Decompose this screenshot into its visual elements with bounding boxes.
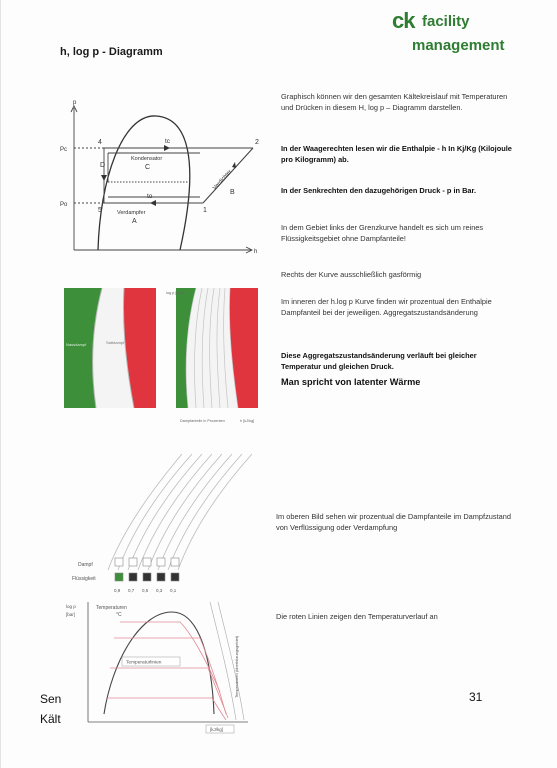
point-2-label: 2 [255, 139, 259, 146]
letter-d: D [100, 162, 106, 169]
dampf-label: Dampf [78, 562, 93, 568]
paragraph-intro: Graphisch können wir den gesamten Kältekreislauf mit Temperaturen und Drücken in diesem H, log p – Diagramm darstellen. [281, 92, 508, 112]
temperaturen-label: Temperaturen [96, 605, 127, 611]
footer-text [40, 689, 61, 729]
temperaturlinien-label: Temperaturlinien [126, 660, 162, 666]
point-1-label: 1 [203, 207, 207, 214]
point-5-label: 5 [98, 207, 102, 214]
page-number: 31 [469, 690, 483, 704]
latent-heat-heading: Man spricht von latenter Wärme [281, 377, 421, 387]
company-logo [392, 8, 512, 60]
log-p-axis-label: log p [bar] [166, 291, 183, 295]
footer-line-1: Sen [40, 692, 62, 706]
paragraph-fluessigkeitsgebiet: In dem Gebiet links der Grenzkurve handelt es sich um reines Flüssigkeitsgebiet ohne Dampfanteile! [281, 223, 484, 243]
paragraph-dampfanteil: Im inneren der h.log p Kurve finden wir prozentual den Enthalpie Dampfanteil bei der jeweiligen. Aggregatszustandsänderung [281, 297, 492, 317]
hlogp-cycle-diagram [60, 100, 260, 265]
fraction-label: 0,3 [156, 588, 163, 593]
left-region-label: Nassdampf [66, 342, 87, 347]
axis-p-label: p [73, 100, 77, 106]
logo-ck-text: ck [392, 8, 415, 33]
paragraph-dampfanteile: Im oberen Bild sehen wir prozentual die Dampfanteile im Dampfzustand von Verflüssigung oder Verdampfung [276, 512, 511, 532]
fraction-label: 0,7 [128, 588, 135, 593]
paragraph-enthalpie: In der Waagerechten lesen wir die Enthalpie - h In Kj/Kg (Kilojoule pro Kilogramm) ab. [281, 144, 512, 164]
h-unit-label: h [kJ/kg] [240, 419, 255, 423]
temp-right-label: Temperaturen (überhitzungsgebiet) [234, 635, 239, 698]
paragraph-rote-linien: Die roten Linien zeigen den Temperaturverlauf an [276, 612, 438, 621]
logp-label: log p [66, 604, 76, 609]
logo-management-text: management [412, 37, 505, 54]
fraction-label: 0,1 [170, 588, 177, 593]
verdampfer-label: Verdampfer [117, 210, 146, 216]
celsius-label: °C [116, 612, 122, 618]
footer-line-2: Kält [40, 712, 61, 726]
mid-region-label: Sattdampf [106, 340, 125, 345]
verdichter-label: Verdichter [212, 168, 234, 192]
fluessigkeit-label: Flüssigkeit [72, 576, 96, 582]
to-label: to [147, 193, 153, 200]
page-title: h, log p - Diagramm [60, 46, 163, 58]
p0-label: Po [60, 202, 68, 208]
kondensator-label: Kondensator [131, 156, 163, 162]
fraction-label: 0,5 [142, 588, 149, 593]
kondensator-letter: C [145, 164, 151, 171]
tc-label: tc [165, 138, 171, 145]
vapor-fraction-diagram [60, 452, 272, 742]
state-regions-diagram [62, 286, 260, 434]
percent-label: Dampfanteile in Prozenten [180, 419, 225, 423]
logo-facility-text: facility [422, 13, 470, 30]
kjkg-label: [kJ/kg] [210, 727, 224, 732]
paragraph-aggregatszustand: Diese Aggregatszustandsänderung verläuft bei gleicher Temperatur und gleichen Druck. [281, 351, 477, 371]
bar-label: [bar] [66, 612, 76, 617]
pc-label: Pc [60, 147, 68, 153]
point-4-label: 4 [98, 139, 102, 146]
paragraph-gasfoermig: Rechts der Kurve ausschließlich gasförmig [281, 270, 422, 279]
verdampfer-letter: A [132, 218, 137, 225]
axis-h-label: h [254, 249, 258, 255]
fraction-label: 0,9 [114, 588, 121, 593]
verdichter-letter: B [230, 189, 235, 196]
paragraph-druck: In der Senkrechten den dazugehörigen Druck - p in Bar. [281, 186, 477, 195]
